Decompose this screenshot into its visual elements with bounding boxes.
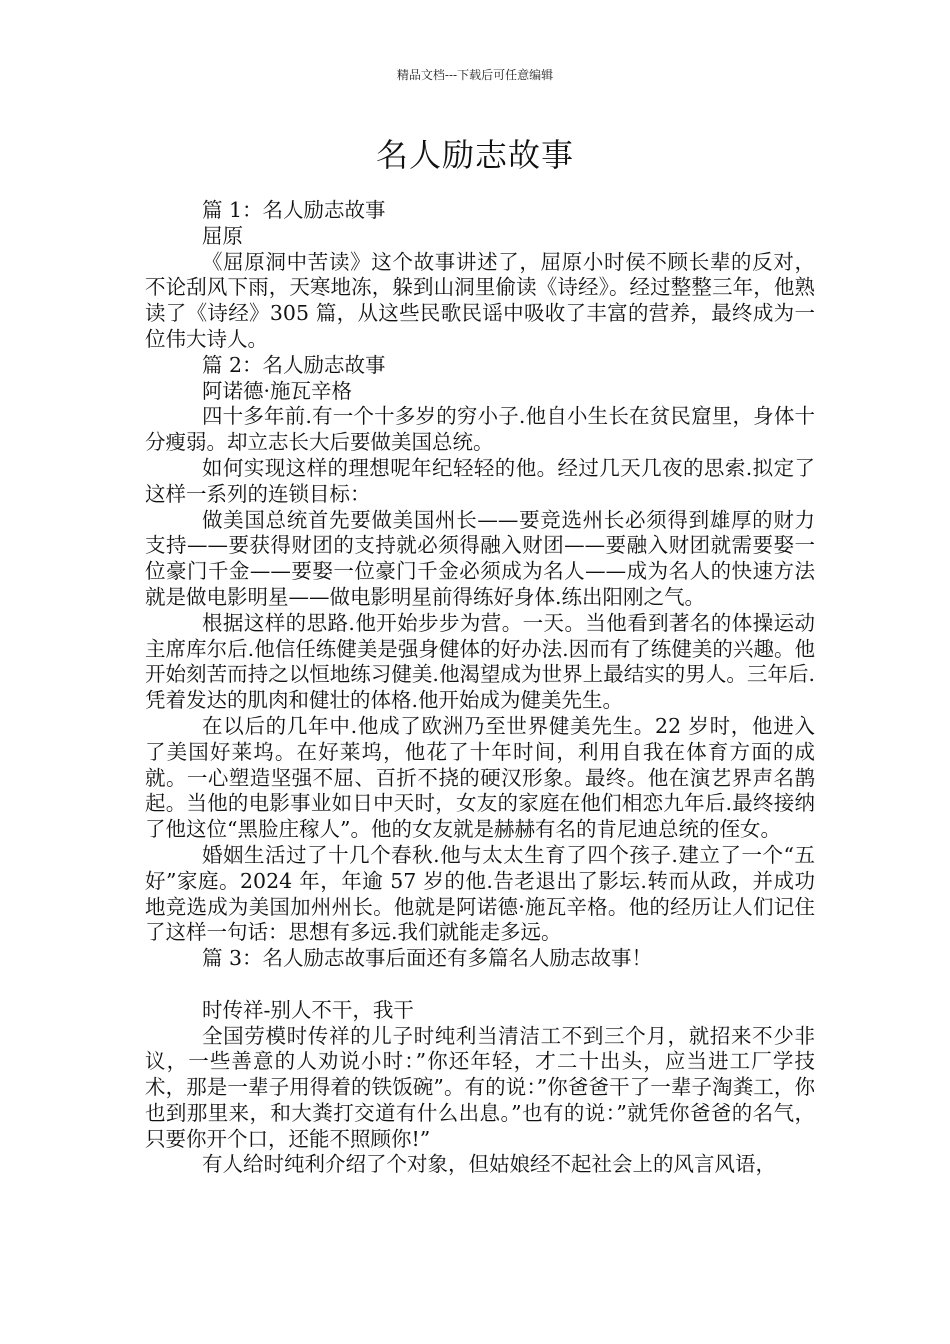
paragraph: 全国劳模时传祥的儿子时纯利当清洁工不到三个月，就招来不少非议，一些善意的人劝说小时：”你还年轻，才二十出头，应当进工厂学技术，那是一辈子用得着的铁饭碗”。有的说：”你爸爸干了一辈子淘粪工，你也到那里来，和大粪打交道有什么出息。”也有的说：”就凭你爸爸的名气，只要你开个口，还能不照顾你!” (145, 1023, 815, 1151)
paragraph: 根据这样的思路.他开始步步为营。一天。当他看到著名的体操运动主席库尔后.他信任练健美是强身健体的好办法.因而有了练健美的兴趣。他开始刻苦而持之以恒地练习健美.他渴望成为世界上最结实的男人。三年后.凭着发达的肌肉和健壮的体格.他开始成为健美先生。 (145, 610, 815, 713)
blank-line (145, 972, 815, 998)
page-header: 精品文档---下载后可任意编辑 (396, 68, 554, 82)
paragraph: 在以后的几年中.他成了欧洲乃至世界健美先生。22 岁时，他进入了美国好莱坞。在好莱坞，他花了十年时间，利用自我在体育方面的成就。一心塑造坚强不屈、百折不挠的硬汉形象。最终。他在演艺界声名鹊起。当他的电影事业如日中天时，女友的家庭在他们相恋九年后.最终接纳了他这位“黑脸庄稼人”。他的女友就是赫赫有名的肯尼迪总统的侄女。 (145, 713, 815, 842)
paragraph: 有人给时纯利介绍了个对象，但姑娘经不起社会上的风言风语， (202, 1152, 776, 1177)
document-title: 名人励志故事 (375, 136, 574, 174)
section-heading-1: 篇 1：名人励志故事 (202, 198, 386, 222)
paragraph: 做美国总统首先要做美国州长——要竞选州长必须得到雄厚的财力支持——要获得财团的支持就必须得融入财团——要融入财团就需要娶一位豪门千金——要娶一位豪门千金必须成为名人——成为名人的快速方法就是做电影明星——做电影明星前得练好身体.练出阳刚之气。 (145, 507, 815, 609)
section-heading-3: 篇 3：名人励志故事后面还有多篇名人励志故事！ (202, 946, 653, 971)
section-heading-2: 篇 2：名人励志故事 (202, 352, 386, 377)
paragraph: 如何实现这样的理想呢年纪轻轻的他。经过几天几夜的思索.拟定了这样一系列的连锁目标： (145, 455, 815, 506)
paragraph: 《屈原洞中苦读》这个故事讲述了，屈原小时侯不顾长辈的反对，不论刮风下雨，天寒地冻，躲到山洞里偷读《诗经》。经过整整三年，他熟读了《诗经》305 篇，从这些民歌民谣中吸收了丰富的营养，最终成为一位伟大诗人。 (145, 249, 815, 351)
subheading-quyuan: 屈原 (202, 223, 243, 248)
subheading-shichuanxiang: 时传祥-别人不干，我干 (202, 997, 414, 1022)
paragraph: 婚姻生活过了十几个春秋.他与太太生育了四个孩子.建立了一个“五好”家庭。2024 年，年逾 57 岁的他.告老退出了影坛.转而从政，并成功地竞选成为美国加州州长。他就是阿诺德·施瓦辛格。他的经历让人们记住了这样一句话：思想有多远.我们就能走多远。 (145, 842, 815, 945)
paragraph: 四十多年前.有一个十多岁的穷小子.他自小生长在贫民窟里，身体十分瘦弱。却立志长大后要做美国总统。 (145, 404, 815, 455)
document-body (145, 198, 815, 1178)
subheading-schwarzenegger: 阿诺德·施瓦辛格 (202, 378, 353, 403)
